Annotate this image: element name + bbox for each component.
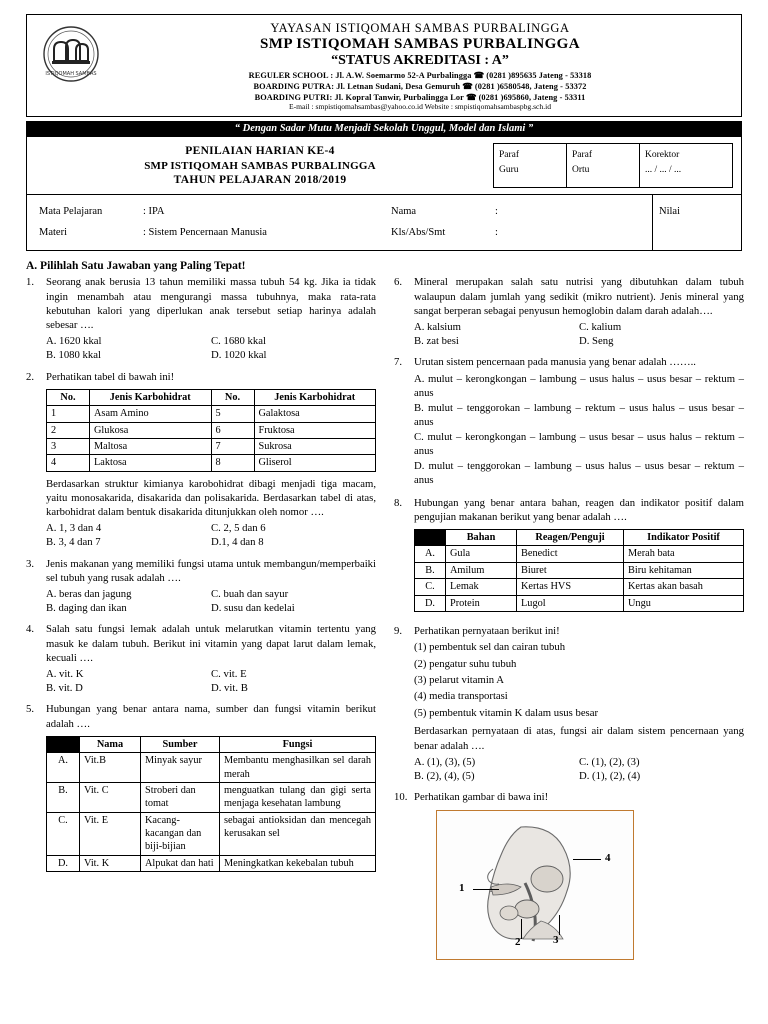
cell: Amilum [446, 562, 517, 578]
exam-year: TAHUN PELAJARAN 2018/2019 [173, 174, 347, 187]
option-label: B. vit. D [46, 682, 83, 695]
address-line-1: REGULER SCHOOL : Jl. A.W. Soemarmo 52-A Purbalingga ☎ (0281 )895635 Jateng - 53318 [248, 70, 592, 80]
paraf-guru-label-2: Guru [499, 164, 519, 175]
materi-value: : Sistem Pencernaan Manusia [143, 226, 267, 238]
kelas-value: : [495, 226, 498, 238]
school-logo [35, 21, 107, 83]
table-row [47, 782, 376, 812]
cell: Sukrosa [254, 438, 376, 454]
exam-title-block [26, 137, 742, 195]
table-row [415, 562, 744, 578]
cell: menguatkan tulang dan gigi serta menjaga kesehatan lambung [220, 782, 376, 812]
option-label: C. buah dan sayur [211, 588, 289, 601]
question-4-number: 4. [26, 623, 35, 636]
question-8 [394, 496, 744, 617]
cell: Glukosa [90, 422, 212, 438]
option-label: C. mulut – kerongkongan – lambung – usus besar – usus halus – rektum – anus [414, 431, 744, 458]
th-blank [47, 736, 80, 752]
cell: Laktosa [90, 455, 212, 471]
cell: Merah bata [624, 546, 744, 562]
question-7 [394, 355, 744, 488]
cell: Ungu [624, 595, 744, 611]
materi-label: Materi [39, 226, 67, 238]
figure-label-1: 1 [459, 882, 465, 895]
signature-boxes [493, 143, 733, 188]
address-line-2: BOARDING PUTRA: Jl. Letnan Sudani, Desa Gemuruh ☎ (0281 )6580548, Jateng - 53372 [253, 81, 587, 91]
option[interactable] [414, 334, 579, 348]
table-row [415, 579, 744, 595]
identity-left [27, 195, 379, 250]
option[interactable] [414, 320, 579, 334]
question-5 [26, 702, 376, 877]
option-label: B. 3, 4 dan 7 [46, 536, 101, 549]
cell: Vit. E [80, 812, 141, 855]
question-2 [26, 370, 376, 550]
question-3 [26, 557, 376, 616]
option[interactable] [46, 535, 211, 549]
option[interactable] [414, 372, 744, 400]
cell: C. [47, 812, 80, 855]
letterhead [26, 14, 742, 117]
leader-line-2 [521, 919, 522, 939]
cell: D. [47, 855, 80, 871]
option[interactable] [211, 521, 376, 535]
cell: Fruktosa [254, 422, 376, 438]
th-no-1: No. [47, 389, 90, 405]
paraf-ortu-box [567, 143, 640, 188]
option[interactable] [414, 430, 744, 458]
cell: 6 [211, 422, 254, 438]
option[interactable] [46, 681, 211, 695]
cell: Meningkatkan kekebalan tubuh [220, 855, 376, 871]
option-label: D. Seng [579, 335, 614, 348]
th-bahan: Bahan [446, 530, 517, 546]
question-7-number: 7. [394, 356, 403, 369]
option[interactable] [46, 601, 211, 615]
table-uji-makanan [414, 529, 744, 612]
option[interactable] [414, 401, 744, 429]
option-label: B. mulut – tenggorokan – lambung – rektum – usus halus – usus besar – anus [414, 401, 744, 428]
table-row [47, 812, 376, 855]
cell: Vit.B [80, 753, 141, 783]
cell: 5 [211, 406, 254, 422]
question-3-number: 3. [26, 557, 35, 570]
th-sumber: Sumber [141, 736, 220, 752]
question-3-options [46, 587, 376, 615]
leader-line-3 [559, 915, 560, 935]
cell: 7 [211, 438, 254, 454]
school-motto: “ Dengan Sadar Mutu Menjadi Sekolah Unggul, Model dan Islami ” [26, 121, 742, 137]
nilai-label: Nilai [659, 206, 680, 218]
school-name: SMP ISTIQOMAH SAMBAS PURBALINGGA [260, 35, 580, 52]
question-5-text: Hubungan yang benar antara nama, sumber dan fungsi vitamin berikut adalah …. [46, 703, 376, 730]
option-label: C. kalium [579, 321, 622, 334]
cell: Membantu menghasilkan sel darah merah [220, 753, 376, 783]
option-label: B. 1080 kkal [46, 349, 101, 362]
question-1-options [46, 334, 376, 362]
option-label: C. vit. E [211, 668, 247, 681]
cell: B. [47, 782, 80, 812]
cell: Maltosa [90, 438, 212, 454]
table-row [47, 438, 376, 454]
question-7-options [414, 372, 744, 489]
question-6-text: Mineral merupakan salah satu nutrisi yang dibutuhkan dalam tubuh walaupun dalam jumlah yang sedikit (mikro nutrient). Jenis mineral yang sangat berperan sebagai penyusun hemoglobin dalam darah adalah…. [414, 276, 744, 317]
svg-text:ISTIQOMAH SAMBAS: ISTIQOMAH SAMBAS [45, 71, 97, 77]
option[interactable] [46, 334, 211, 348]
question-9-number: 9. [394, 624, 403, 637]
accreditation-status: “STATUS AKREDITASI : A” [331, 53, 509, 69]
cell: Alpukat dan hati [141, 855, 220, 871]
th-nama: Nama [80, 736, 141, 752]
table-row [415, 546, 744, 562]
table-header-row [415, 530, 744, 546]
question-3-text: Jenis makanan yang memiliki fungsi utama untuk membangun/memperbaiki sel tubuh yang rusak adalah …. [46, 557, 376, 584]
question-8-number: 8. [394, 496, 403, 509]
question-column-right [394, 275, 744, 967]
paraf-guru-box [493, 143, 567, 188]
paraf-ortu-label-1: Paraf [572, 150, 593, 161]
option[interactable] [211, 334, 376, 348]
cell: A. [415, 546, 446, 562]
cell: 4 [47, 455, 90, 471]
cell: Galaktosa [254, 406, 376, 422]
option-label: A. beras dan jagung [46, 588, 132, 601]
option[interactable] [579, 769, 744, 783]
option-label: D. susu dan kedelai [211, 602, 295, 615]
cell: D. [415, 595, 446, 611]
figure-label-4: 4 [605, 852, 611, 865]
cell: 8 [211, 455, 254, 471]
question-9-note: Berdasarkan pernyataan di atas, fungsi air dalam sistem pencernaan yang benar adalah …. [414, 725, 744, 752]
option[interactable] [579, 334, 744, 348]
cell: Biuret [517, 562, 624, 578]
th-jenis-2: Jenis Karbohidrat [254, 389, 376, 405]
question-4-text: Salah satu fungsi lemak adalah untuk melarutkan vitamin tertentu yang masuk ke dalam tubuh. Berikut ini vitamin yang dapat larut dalam lemak, kecuali …. [46, 623, 376, 664]
option-label: B. (2), (4), (5) [414, 769, 475, 782]
table-row [47, 406, 376, 422]
cell: Lemak [446, 579, 517, 595]
question-column-left [26, 275, 376, 967]
option[interactable] [579, 755, 744, 769]
table-row [47, 855, 376, 871]
leader-line-4 [573, 859, 601, 860]
question-8-text: Hubungan yang benar antara bahan, reagen dan indikator positif dalam pengujian makanan berikut yang benar adalah …. [414, 496, 744, 523]
table-row [415, 595, 744, 611]
option[interactable] [211, 601, 376, 615]
cell: A. [47, 753, 80, 783]
option[interactable] [211, 348, 376, 362]
table-header-row [47, 736, 376, 752]
option-label: C. 2, 5 dan 6 [211, 522, 266, 535]
th-fungsi: Fungsi [220, 736, 376, 752]
identity-middle [379, 195, 652, 250]
option[interactable] [211, 667, 376, 681]
option-label: A. (1), (3), (5) [414, 755, 476, 768]
kelas-label: Kls/Abs/Smt [391, 226, 446, 238]
nama-label: Nama [391, 206, 417, 218]
question-6 [394, 275, 744, 348]
cell: 2 [47, 422, 90, 438]
statement: (4) media transportasi [414, 690, 508, 703]
option[interactable] [211, 681, 376, 695]
question-9-text: Perhatikan pernyataan berikut ini! [414, 624, 560, 637]
cell: Lugol [517, 595, 624, 611]
option-label: C. 1680 kkal [211, 335, 266, 348]
cell: 3 [47, 438, 90, 454]
table-row [47, 455, 376, 471]
option[interactable] [414, 769, 579, 783]
cell: Biru kehitaman [624, 562, 744, 578]
address-line-3: BOARDING PUTRI: Jl. Kopral Tanwir, Purbalingga Lor ☎ (0281 )695860, Jateng - 53311 [254, 92, 586, 102]
th-indikator: Indikator Positif [624, 530, 744, 546]
figure-label-2: 2 [515, 936, 521, 949]
question-10-text: Perhatikan gambar di bawa ini! [414, 791, 549, 804]
section-a-heading: A. Pilihlah Satu Jawaban yang Paling Tepat! [26, 260, 246, 273]
cell: Kertas akan basah [624, 579, 744, 595]
statement: (1) pembentuk sel dan cairan tubuh [414, 641, 566, 654]
question-2-options [46, 521, 376, 549]
option-label: A. kalsium [414, 321, 461, 334]
question-9 [394, 624, 744, 783]
question-4 [26, 622, 376, 695]
mapel-label: Mata Pelajaran [39, 206, 103, 218]
option[interactable] [46, 587, 211, 601]
option-label: B. daging dan ikan [46, 602, 127, 615]
mapel-value: : IPA [143, 206, 165, 218]
statement: (2) pengatur suhu tubuh [414, 657, 517, 670]
cell: sebagai antioksidan dan mencegah kerusakan sel [220, 812, 376, 855]
question-5-number: 5. [26, 703, 35, 716]
table-row [47, 422, 376, 438]
table-row [47, 753, 376, 783]
option-label: D. mulut – tenggorokan – lambung – usus halus – usus besar – rektum – anus [414, 460, 744, 487]
question-columns [26, 275, 742, 967]
cell: B. [415, 562, 446, 578]
question-2-number: 2. [26, 370, 35, 383]
question-1-text: Seorang anak berusia 13 tahun memiliki massa tubuh 54 kg. Jika ia tidak ingin menambah atau mengurangi massa tubuhnya, maka rata-rata kebutuhan kalori yang diperlukan anak tersebut setiap harinya adalah sebesar …. [46, 276, 376, 332]
cell: Gliserol [254, 455, 376, 471]
cell: Benedict [517, 546, 624, 562]
option-label: B. zat besi [414, 335, 459, 348]
cell: Vit. C [80, 782, 141, 812]
th-blank [415, 530, 446, 546]
question-10-number: 10. [394, 791, 408, 804]
th-no-2: No. [211, 389, 254, 405]
table-header-row [47, 389, 376, 405]
figure-label-3: 3 [553, 934, 559, 947]
th-jenis-1: Jenis Karbohidrat [90, 389, 212, 405]
cell: Gula [446, 546, 517, 562]
option[interactable] [211, 587, 376, 601]
option-label: A. 1, 3 dan 4 [46, 522, 102, 535]
cell: Protein [446, 595, 517, 611]
table-karbohidrat [46, 389, 376, 472]
cell: C. [415, 579, 446, 595]
cell: Kacang-kacangan dan biji-bijian [141, 812, 220, 855]
th-reagen: Reagen/Penguji [517, 530, 624, 546]
option-label: A. vit. K [46, 668, 84, 681]
option-label: C. (1), (2), (3) [579, 755, 640, 768]
paraf-ortu-label-2: Ortu [572, 164, 590, 175]
question-1 [26, 275, 376, 362]
leader-line-1 [473, 889, 499, 890]
paraf-guru-label-1: Paraf [499, 150, 520, 161]
question-10 [394, 790, 744, 960]
identity-block [26, 195, 742, 251]
question-1-number: 1. [26, 276, 35, 289]
cell: Minyak sayur [141, 753, 220, 783]
nilai-box [652, 195, 741, 250]
digestive-figure-box [436, 810, 634, 960]
statement: (3) pelarut vitamin A [414, 674, 504, 686]
option-label: D. vit. B [211, 682, 248, 695]
option-label: D. 1020 kkal [211, 349, 267, 362]
option[interactable] [579, 320, 744, 334]
option[interactable] [414, 755, 579, 769]
cell: Kertas HVS [517, 579, 624, 595]
option-label: A. mulut – kerongkongan – lambung – usus halus – usus besar – rektum – anus [414, 372, 744, 399]
question-7-text: Urutan sistem pencernaan pada manusia yang benar adalah …….. [414, 356, 696, 369]
option[interactable] [46, 667, 211, 681]
head-anatomy-icon [463, 821, 603, 949]
option[interactable] [46, 348, 211, 362]
cell: Vit. K [80, 855, 141, 871]
table-vitamin [46, 736, 376, 872]
question-2-text: Perhatikan tabel di bawah ini! [46, 370, 175, 383]
question-6-number: 6. [394, 276, 403, 289]
option[interactable] [414, 459, 744, 487]
korektor-value: ... / ... / ... [645, 164, 682, 175]
cell: Stroberi dan tomat [141, 782, 220, 812]
foundation-name: YAYASAN ISTIQOMAH SAMBAS PURBALINGGA [270, 21, 570, 35]
question-2-note: Berdasarkan struktur kimianya karobohidrat dibagi menjadi tiga macam, yaitu monosakarida, disakarida dan polisakarida. Berdasarkan tabel di atas, karbohidrat dalam bentuk disakarida ditunjukkan oleh nomor …. [46, 477, 376, 519]
statement: (5) pembentuk vitamin K dalam usus besar [414, 706, 599, 719]
nama-value: : [495, 206, 498, 218]
question-6-options [414, 320, 744, 348]
question-9-options [414, 755, 744, 783]
question-4-options [46, 667, 376, 695]
option[interactable] [46, 521, 211, 535]
cell: Asam Amino [90, 406, 212, 422]
option[interactable] [211, 535, 376, 549]
cell: 1 [47, 406, 90, 422]
option-label: A. 1620 kkal [46, 335, 102, 348]
email-website-line: E-mail : smpistiqomahsambas@yahoo.co.id Website : smpistiqomahsambaspbg.sch.id [288, 102, 552, 112]
option-label: D.1, 4 dan 8 [211, 536, 264, 549]
option-label: D. (1), (2), (4) [579, 769, 641, 782]
korektor-box [640, 143, 733, 188]
exam-title: PENILAIAN HARIAN KE-4 [185, 145, 335, 158]
exam-school: SMP ISTIQOMAH SAMBAS PURBALINGGA [144, 160, 376, 173]
korektor-label: Korektor [645, 150, 680, 161]
